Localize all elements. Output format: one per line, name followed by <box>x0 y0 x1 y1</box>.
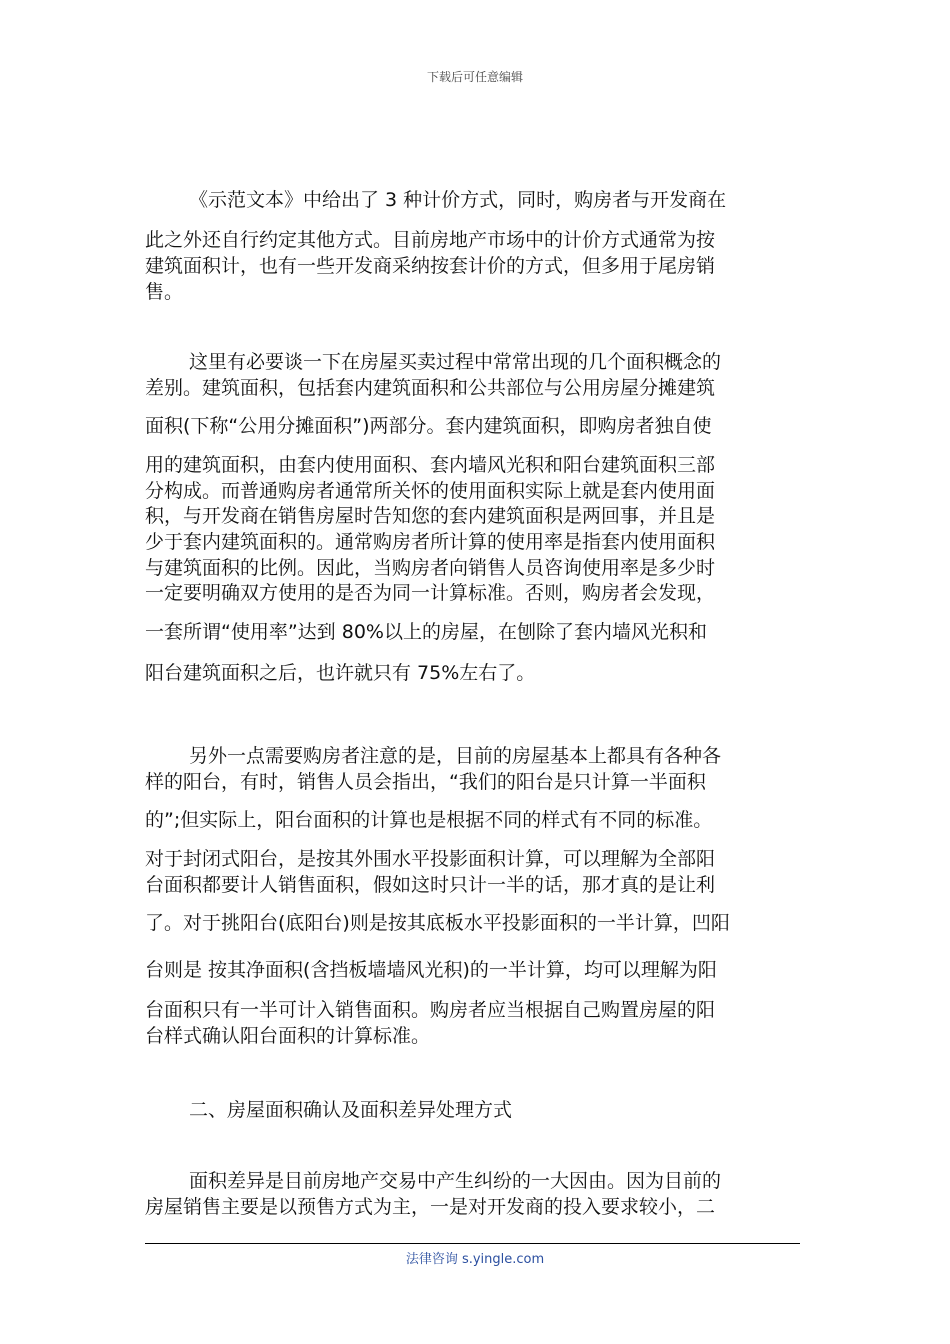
footer-divider <box>145 1243 800 1244</box>
text-line: 《示范文本》中给出了 3 种计价方式，同时，购房者与开发商在 <box>189 189 727 211</box>
text-line: 面积差异是目前房地产交易中产生纠纷的一大因由。因为目前的 <box>189 1170 722 1192</box>
text-line: 样的阳台，有时，销售人员会指出，“我们的阳台是只计算一半面积 <box>145 771 706 793</box>
footer-link[interactable]: 法律咨询 s.yingle.com <box>405 1252 545 1267</box>
text-line: 用的建筑面积，由套内使用面积、套内墙风光积和阳台建筑面积三部 <box>145 454 716 476</box>
text-line: 一定要明确双方使用的是否为同一计算标准。否则，购房者会发现， <box>145 582 716 604</box>
text-line: 阳台建筑面积之后，也许就只有 75%左右了。 <box>145 662 536 684</box>
text-line: 建筑面积计，也有一些开发商采纳按套计价的方式，但多用于尾房销 <box>145 255 716 277</box>
text-line: 房屋销售主要是以预售方式为主，一是对开发商的投入要求较小，二 <box>145 1196 716 1218</box>
text-line: 此之外还自行约定其他方式。目前房地产市场中的计价方式通常为按 <box>145 229 716 251</box>
text-line: 另外一点需要购房者注意的是，目前的房屋基本上都具有各种各 <box>189 745 722 767</box>
text-line: 分构成。而普通购房者通常所关怀的使用面积实际上就是套内使用面 <box>145 480 716 502</box>
text-line: 的”;但实际上，阳台面积的计算也是根据不同的样式有不同的标准。 <box>145 809 713 831</box>
page-header-note: 下载后可任意编辑 <box>426 70 523 84</box>
text-line: 了。对于挑阳台(底阳台)则是按其底板水平投影面积的一半计算，凹阳 <box>145 912 730 934</box>
text-line: 台样式确认阳台面积的计算标准。 <box>145 1025 431 1047</box>
text-line: 少于套内建筑面积的。通常购房者所计算的使用率是指套内使用面积 <box>145 531 716 553</box>
text-line: 售。 <box>145 281 184 303</box>
text-line: 这里有必要谈一下在房屋买卖过程中常常出现的几个面积概念的 <box>189 351 722 373</box>
text-line: 对于封闭式阳台，是按其外围水平投影面积计算，可以理解为全部阳 <box>145 848 716 870</box>
text-line: 积，与开发商在销售房屋时告知您的套内建筑面积是两回事，并且是 <box>145 505 716 527</box>
text-line: 台则是 按其净面积(含挡板墙墙风光积)的一半计算，均可以理解为阳 <box>145 959 717 981</box>
text-line: 与建筑面积的比例。因此，当购房者向销售人员咨询使用率是多少时 <box>145 557 716 579</box>
text-line: 台面积只有一半可计入销售面积。购房者应当根据自己购置房屋的阳 <box>145 999 716 1021</box>
text-line: 台面积都要计人销售面积，假如这时只计一半的话，那才真的是让利 <box>145 874 716 896</box>
text-line: 差别。建筑面积，包括套内建筑面积和公共部位与公用房屋分摊建筑 <box>145 377 716 399</box>
text-line: 一套所谓“使用率”达到 80%以上的房屋，在刨除了套内墙风光积和 <box>145 621 707 643</box>
text-line: 面积(下称“公用分摊面积”)两部分。套内建筑面积，即购房者独自使 <box>145 415 712 437</box>
section-heading: 二、房屋面积确认及面积差异处理方式 <box>189 1099 513 1121</box>
